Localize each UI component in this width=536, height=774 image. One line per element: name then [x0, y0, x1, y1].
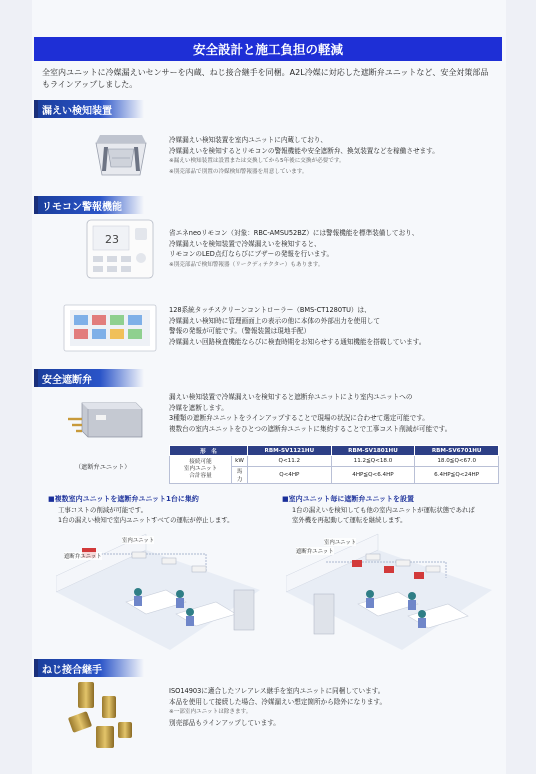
table-row-label: 接続可能 室内ユニット 合計容量 [170, 456, 232, 484]
page-title: 安全設計と施工負担の軽減 [34, 37, 502, 61]
valve-spec-table [169, 445, 499, 484]
table-header-model: RBM-SV6701HU [415, 446, 499, 456]
leak-description: 冷媒漏えい検知装置を室内ユニットに内蔵しており、 冷媒漏えいを検知するとリモコンの警報機能や安全遮断弁、換気装置などを稼働させます。 ※漏えい検知装置は設置または交換してから5年後に交換が必要です。 ※別売部品で別置の冷媒検知警報器を用意しています。 [169, 136, 439, 175]
table-header-form: 形 名 [170, 446, 248, 456]
table-unit-kw: kW [232, 456, 248, 467]
table-cell: 6.4HP≦Q<24HP [415, 467, 499, 484]
touchscreen-description: 128系統タッチスクリーンコントローラー（BMS-CT1280TU）は、 冷媒漏えい検知時に管理画面上の表示の他に本体の外部出力を使用して 警報の発報が可能です。（警報装置は現地手配） 冷媒漏えい回路検査機能ならびに検査時期をお知らせする通知機能を搭載しています。 [169, 306, 426, 346]
left-label-valve: 遮断弁ユニット [64, 554, 102, 560]
cassette-unit-image [92, 125, 150, 183]
left-label-indoor: 室内ユニット [122, 538, 155, 544]
left-subhead: ■複数室内ユニットを遮断弁ユニット1台に集約 [48, 495, 199, 503]
section-leak-title: 漏えい検知装置 [34, 100, 144, 118]
valve-caption: （遮断弁ユニット） [75, 464, 131, 471]
remote-screen-temp: 23 [105, 233, 119, 246]
section-valve-title: 安全遮断弁 [34, 369, 144, 387]
remote-description: 省エネneoリモコン（対象：RBC-AMSU52BZ）には警報機能を標準装備しており、 冷媒漏えいを検知装置で冷媒漏えいを検知すると、 リモコンのLED点灯ならびにブザーの発報を行います。 ※別売部品で検知警報器（リークディテクター）もあります。 [169, 229, 419, 268]
right-label-valve: 遮断弁ユニット [296, 549, 334, 555]
valve-description: 漏えい検知装置で冷媒漏えいを検知すると遮断弁ユニットにより室内ユニットへの 冷媒を遮断します。 3種類の遮断弁ユニットをラインアップすることで現場の状況に合わせて選定可能です。 複数台の室内ユニットをひとつの遮断弁ユニットに集約することで工事コスト削減が可能です。 [169, 393, 452, 433]
table-header-model: RBM-SV1121HU [248, 446, 332, 456]
section-remote-title: リモコン警報機能 [34, 196, 144, 214]
left-description: 工事コストの削減が可能です。 1台の漏えい検知で室内ユニットすべての運転が停止します。 [58, 506, 234, 524]
table-cell: 4HP≦Q<6.4HP [331, 467, 415, 484]
table-cell: 18.0≦Q<67.0 [415, 456, 499, 467]
table-cell: 11.2≦Q<18.0 [331, 456, 415, 467]
valve-unit-image [62, 393, 146, 449]
remote-controller-image [79, 218, 161, 280]
touchscreen-controller-image [62, 303, 158, 353]
office-illustration-left [56, 532, 260, 650]
section-joint-title: ねじ接合継手 [34, 659, 144, 677]
table-header-model: RBM-SV1801HU [331, 446, 415, 456]
flare-joint-image [62, 678, 142, 754]
intro-text: 全室内ユニットに冷媒漏えいセンサーを内蔵、ねじ接合継手を同梱。A2L冷媒に対応した遮断弁ユニットなど、安全対策部品もラインアップしました。 [42, 68, 489, 89]
right-label-indoor: 室内ユニット [324, 540, 357, 546]
table-cell: Q<11.2 [248, 456, 332, 467]
joint-description: ISO14903に適合したフレアレス継手を室内ユニットに同梱しています。 本品を使用して接続した場合、冷媒漏えい想定箇所から除外になります。 ※一部室内ユニットは除きます。 別売部品もラインアップしています。 [169, 687, 387, 727]
right-description: 1台の漏えいを検知しても他の室内ユニットが運転状態であれば 室外機を再起動して運転を継続します。 [292, 506, 475, 524]
right-subhead: ■室内ユニット毎に遮断弁ユニットを設置 [282, 495, 415, 503]
table-cell: Q<4HP [248, 467, 332, 484]
table-unit-hp: 馬力 [232, 467, 248, 484]
